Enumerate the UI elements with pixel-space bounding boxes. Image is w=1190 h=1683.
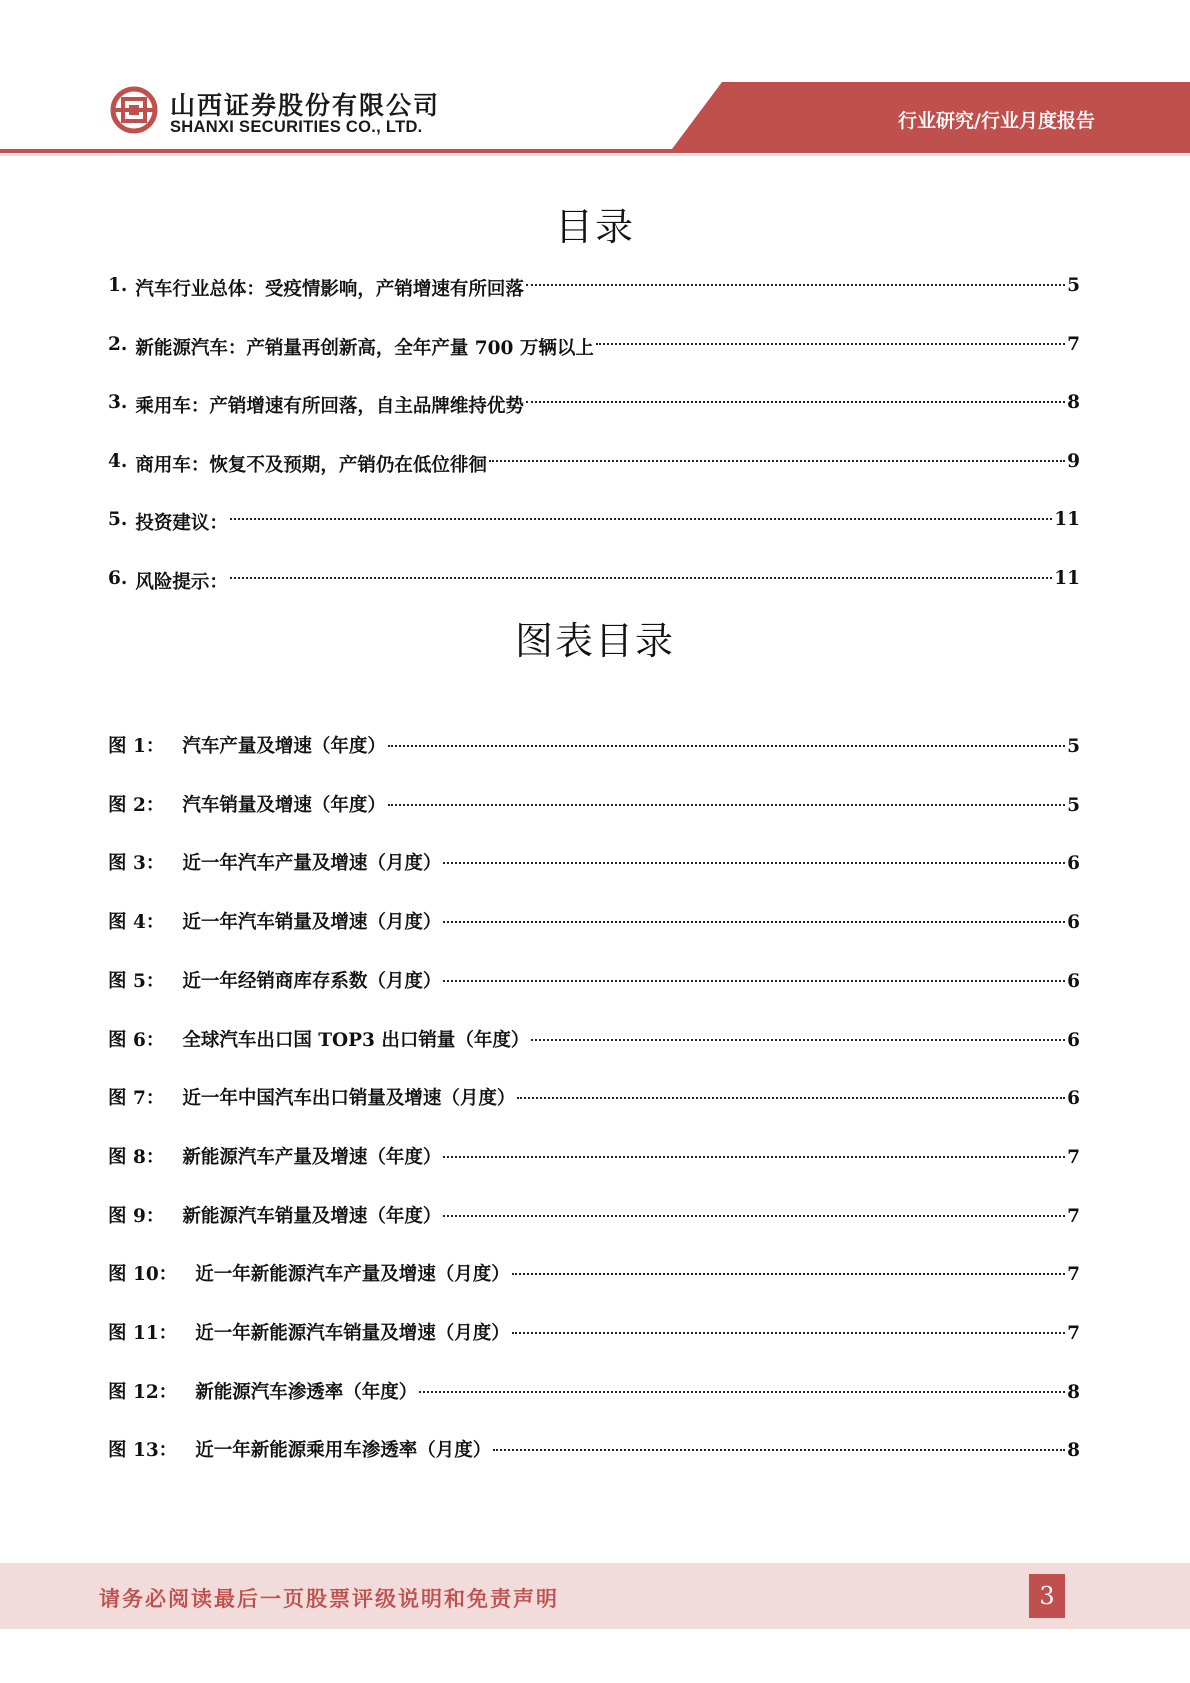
- entry-text: 近一年新能源汽车产量及增速（月度）: [195, 1264, 510, 1286]
- toc-entry[interactable]: [108, 509, 1080, 535]
- entry-number: 图 12：: [108, 1381, 178, 1403]
- entry-text: 汽车销量及增速（年度）: [182, 794, 386, 816]
- entry-number: 图 11：: [108, 1323, 178, 1344]
- toc-entry[interactable]: [108, 392, 1080, 418]
- entry-number: 6.: [108, 568, 128, 589]
- dot-leader: [531, 1038, 1065, 1041]
- entry-page-number: 6: [1067, 853, 1080, 875]
- figure-entry[interactable]: [108, 849, 1080, 875]
- entry-text: 乘用车：产销增速有所回落，自主品牌维持优势: [135, 396, 524, 418]
- figure-entry[interactable]: [108, 1026, 1080, 1052]
- entry-text: 新能源汽车：产销量再创新高，全年产量 700 万辆以上: [135, 337, 594, 359]
- figure-entry[interactable]: [108, 1143, 1080, 1169]
- company-name-cn: 山西证券股份有限公司: [170, 91, 441, 120]
- company-name-en: SHANXI SECURITIES CO., LTD.: [170, 118, 423, 136]
- dot-leader: [443, 920, 1065, 923]
- entry-number: 图 2：: [108, 794, 165, 816]
- entry-label: [108, 509, 228, 535]
- dot-leader: [489, 459, 1065, 462]
- entry-text: 风险提示：: [135, 572, 228, 593]
- dot-leader: [388, 803, 1065, 806]
- figure-entry[interactable]: [108, 1319, 1080, 1345]
- entry-page-number: 11: [1054, 568, 1080, 589]
- entry-label: [108, 334, 594, 360]
- entry-number: 图 8：: [108, 1146, 165, 1168]
- dot-leader: [388, 744, 1065, 747]
- entry-text: 商用车：恢复不及预期，产销仍在低位徘徊: [135, 454, 487, 476]
- entry-label: [108, 1319, 510, 1345]
- dot-leader: [526, 400, 1065, 403]
- figure-entry[interactable]: [108, 1084, 1080, 1110]
- entry-label: [108, 1202, 441, 1228]
- entry-number: 图 5：: [108, 970, 165, 992]
- entry-label: [108, 392, 524, 418]
- entry-page-number: 7: [1067, 1205, 1080, 1227]
- dot-leader: [443, 861, 1065, 864]
- toc-entry[interactable]: [108, 451, 1080, 477]
- shanxi-securities-logo-icon: [110, 86, 158, 134]
- entry-page-number: 7: [1067, 1264, 1080, 1286]
- entry-number: 2.: [108, 333, 128, 355]
- entry-number: 图 10：: [108, 1264, 178, 1286]
- figure-entry[interactable]: [108, 1202, 1080, 1228]
- entry-page-number: 6: [1067, 1029, 1080, 1051]
- entry-label: [108, 275, 524, 301]
- header-divider-light: [0, 154, 1190, 156]
- entry-label: [108, 1378, 417, 1404]
- entry-page-number: 6: [1067, 970, 1080, 992]
- dot-leader: [419, 1390, 1065, 1393]
- page-number: 3: [1029, 1574, 1065, 1618]
- toc-entry[interactable]: [108, 275, 1080, 301]
- entry-page-number: 7: [1067, 1146, 1080, 1168]
- entry-text: 汽车产量及增速（年度）: [182, 736, 386, 757]
- entry-text: 近一年汽车产量及增速（月度）: [182, 853, 442, 875]
- entry-label: [108, 908, 441, 934]
- entry-number: 图 6：: [108, 1029, 165, 1051]
- entry-label: [108, 1260, 510, 1286]
- entry-label: [108, 791, 386, 817]
- dot-leader: [512, 1272, 1065, 1275]
- dot-leader: [443, 1214, 1065, 1217]
- entry-number: 图 4：: [108, 912, 165, 934]
- entry-label: [108, 1026, 529, 1052]
- toc-entry[interactable]: [108, 568, 1080, 594]
- header-divider: [0, 149, 1190, 153]
- dot-leader: [526, 283, 1065, 286]
- entry-page-number: 6: [1067, 912, 1080, 934]
- entry-number: 图 1：: [108, 736, 165, 757]
- entry-number: 图 13：: [108, 1440, 178, 1462]
- entry-number: 图 3：: [108, 853, 165, 875]
- dot-leader: [596, 342, 1065, 345]
- entry-text: 近一年中国汽车出口销量及增速（月度）: [182, 1088, 516, 1110]
- entry-label: [108, 1084, 515, 1110]
- entry-page-number: 8: [1067, 1381, 1080, 1403]
- dot-leader: [443, 979, 1065, 982]
- dot-leader: [443, 1155, 1065, 1158]
- entry-page-number: 8: [1067, 392, 1080, 414]
- figure-entry[interactable]: [108, 1260, 1080, 1286]
- entry-text: 近一年汽车销量及增速（月度）: [182, 912, 442, 934]
- entry-number: 1.: [108, 275, 128, 296]
- entry-page-number: 11: [1054, 509, 1080, 531]
- entry-page-number: 5: [1067, 275, 1080, 296]
- entry-text: 近一年新能源汽车销量及增速（月度）: [195, 1323, 510, 1344]
- entry-label: [108, 568, 228, 594]
- entry-page-number: 5: [1067, 794, 1080, 816]
- figure-entry[interactable]: [108, 1436, 1080, 1462]
- dot-leader: [517, 1096, 1065, 1099]
- dot-leader: [230, 576, 1052, 579]
- entry-number: 4.: [108, 450, 128, 472]
- figures-title: 图表目录: [514, 619, 675, 663]
- entry-page-number: 7: [1067, 333, 1080, 355]
- entry-label: [108, 967, 441, 993]
- entry-text: 近一年新能源乘用车渗透率（月度）: [195, 1440, 492, 1462]
- figure-entry[interactable]: [108, 1378, 1080, 1404]
- entry-number: 3.: [108, 392, 128, 414]
- figure-entry[interactable]: [108, 791, 1080, 817]
- entry-page-number: 9: [1067, 450, 1080, 472]
- entry-page-number: 8: [1067, 1440, 1080, 1462]
- entry-label: [108, 1436, 491, 1462]
- entry-page-number: 7: [1067, 1323, 1080, 1344]
- entry-text: 新能源汽车渗透率（年度）: [195, 1381, 418, 1403]
- entry-text: 新能源汽车销量及增速（年度）: [182, 1205, 442, 1227]
- entry-page-number: 5: [1067, 736, 1080, 757]
- entry-label: [108, 451, 487, 477]
- figure-entry[interactable]: [108, 732, 1080, 758]
- entry-page-number: 6: [1067, 1088, 1080, 1110]
- disclaimer-note: 请务必阅读最后一页股票评级说明和免责声明: [99, 1586, 559, 1611]
- figure-entry[interactable]: [108, 908, 1080, 934]
- page-header: [0, 0, 1190, 160]
- entry-text: 汽车行业总体：受疫情影响，产销增速有所回落: [135, 279, 524, 300]
- entry-text: 新能源汽车产量及增速（年度）: [182, 1146, 442, 1168]
- entry-label: [108, 732, 386, 758]
- figure-entry[interactable]: [108, 967, 1080, 993]
- entry-text: 全球汽车出口国 TOP3 出口销量（年度）: [182, 1029, 530, 1051]
- entry-number: 图 7：: [108, 1088, 165, 1110]
- report-type: 行业研究/行业月度报告: [898, 110, 1095, 132]
- dot-leader: [512, 1331, 1065, 1334]
- entry-text: 近一年经销商库存系数（月度）: [182, 970, 442, 992]
- entry-number: 5.: [108, 509, 128, 531]
- dot-leader: [493, 1448, 1065, 1451]
- toc-entry[interactable]: [108, 334, 1080, 360]
- entry-label: [108, 849, 441, 875]
- toc-title: 目录: [554, 205, 635, 249]
- dot-leader: [230, 517, 1052, 520]
- entry-number: 图 9：: [108, 1205, 165, 1227]
- entry-text: 投资建议：: [135, 513, 228, 535]
- entry-label: [108, 1143, 441, 1169]
